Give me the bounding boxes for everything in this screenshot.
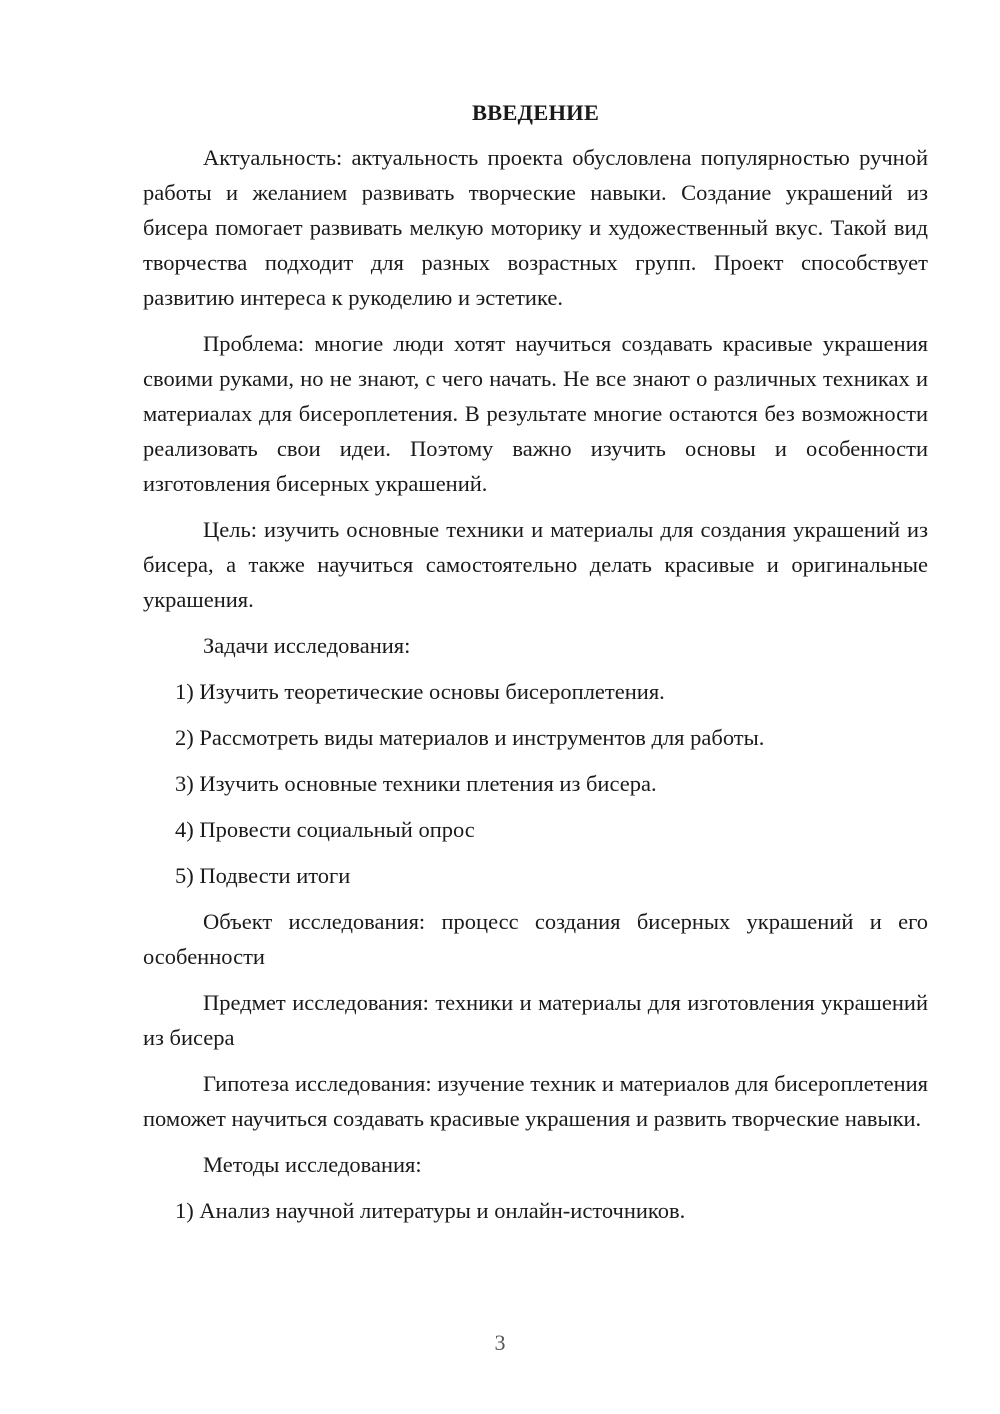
page-number: 3 bbox=[494, 1330, 506, 1355]
list-item: 5) Подвести итоги bbox=[175, 863, 351, 888]
list-item: 1) Изучить теоретические основы бисероплетения. bbox=[175, 679, 665, 704]
paragraph-problem: Проблема: многие люди хотят научиться создавать красивые украшения своими руками, но не знают, с чего начать. Не все знают о различных техниках и материалах для бисероплетения. В результате многие остаются без возможности реализовать свои идеи. Поэтому важно изучить основы и особенности изготовления бисерных украшений. bbox=[143, 331, 928, 496]
tasks-heading: Задачи исследования: bbox=[203, 633, 411, 658]
methods-list bbox=[143, 1193, 928, 1228]
list-item: 4) Провести социальный опрос bbox=[175, 817, 475, 842]
paragraph-hypothesis: Гипотеза исследования: изучение техник и материалов для бисероплетения поможет научиться создавать красивые украшения и развить творческие навыки. bbox=[143, 1071, 928, 1131]
list-item: 3) Изучить основные техники плетения из бисера. bbox=[175, 771, 657, 796]
paragraph-relevance: Актуальность: актуальность проекта обусловлена популярностью ручной работы и желанием развивать творческие навыки. Создание украшений из бисера помогает развивать мелкую моторику и художественный вкус. Такой вид творчества подходит для разных возрастных групп. Проект способствует развитию интереса к рукоделию и эстетике. bbox=[143, 145, 928, 310]
list-item: 1) Анализ научной литературы и онлайн-источников. bbox=[175, 1198, 686, 1223]
methods-heading: Методы исследования: bbox=[203, 1152, 422, 1177]
list-item: 2) Рассмотреть виды материалов и инструментов для работы. bbox=[175, 725, 765, 750]
document-page bbox=[143, 95, 928, 1239]
paragraph-goal: Цель: изучить основные техники и материалы для создания украшений из бисера, а также научиться самостоятельно делать красивые и оригинальные украшения. bbox=[143, 517, 928, 612]
paragraph-subject: Предмет исследования: техники и материалы для изготовления украшений из бисера bbox=[143, 990, 928, 1050]
section-title: ВВЕДЕНИЕ bbox=[471, 100, 600, 125]
tasks-list bbox=[143, 674, 928, 893]
paragraph-object: Объект исследования: процесс создания бисерных украшений и его особенности bbox=[143, 909, 928, 969]
